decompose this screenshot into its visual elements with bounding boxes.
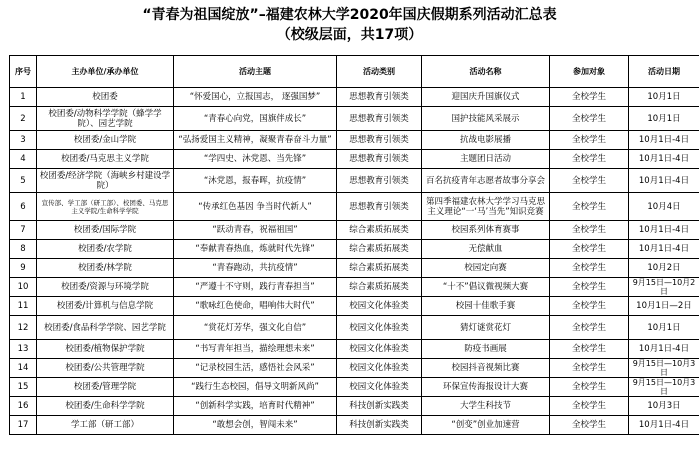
table-row <box>10 297 699 316</box>
cell-date: 9月15日—10月3日 <box>629 378 699 397</box>
cell-theme: “记录校园生活，感悟社会风采” <box>174 359 337 378</box>
cell-theme: “奉献青春热血，炼就时代先锋” <box>174 240 337 259</box>
cell-name: 校园抖音视频比赛 <box>422 359 550 378</box>
cell-no: 8 <box>10 240 37 259</box>
cell-category: 综合素质拓展类 <box>337 278 422 297</box>
cell-target: 全校学生 <box>550 416 629 435</box>
cell-category: 思想教育引领类 <box>337 88 422 107</box>
cell-theme: “青春跑动，共抗疫情” <box>174 259 337 278</box>
cell-theme: “传承红色基因 争当时代新人” <box>174 193 337 221</box>
cell-category: 科技创新实践类 <box>337 397 422 416</box>
cell-target: 全校学生 <box>550 240 629 259</box>
cell-no: 2 <box>10 107 37 131</box>
cell-target: 全校学生 <box>550 169 629 193</box>
cell-name: “创变”创业加速营 <box>422 416 550 435</box>
cell-category: 思想教育引领类 <box>337 193 422 221</box>
col-header-category: 活动类别 <box>337 56 422 88</box>
cell-target: 全校学生 <box>550 259 629 278</box>
cell-date: 10月1日—2日 <box>629 297 699 316</box>
cell-target: 全校学生 <box>550 297 629 316</box>
cell-category: 校园文化体验类 <box>337 340 422 359</box>
cell-target: 全校学生 <box>550 150 629 169</box>
cell-no: 3 <box>10 131 37 150</box>
cell-category: 综合素质拓展类 <box>337 240 422 259</box>
cell-target: 全校学生 <box>550 88 629 107</box>
cell-name: 校园定向赛 <box>422 259 550 278</box>
cell-unit: 校团委/国际学院 <box>37 221 174 240</box>
cell-category: 校园文化体验类 <box>337 378 422 397</box>
cell-target: 全校学生 <box>550 340 629 359</box>
cell-target: 全校学生 <box>550 193 629 221</box>
cell-unit: 校团委/动物科学学院（蜂学学院）、园艺学院 <box>37 107 174 131</box>
cell-target: 全校学生 <box>550 131 629 150</box>
cell-name: 第四季福建农林大学学习马克思主义理论“一‘马’当先”知识竞赛 <box>422 193 550 221</box>
col-header-no: 序号 <box>10 56 37 88</box>
cell-category: 校园文化体验类 <box>337 359 422 378</box>
cell-date: 10月1日-4日 <box>629 150 699 169</box>
cell-date: 10月1日 <box>629 107 699 131</box>
cell-date: 10月1日-4日 <box>629 416 699 435</box>
cell-theme: “践行生态校园，倡导文明新风尚” <box>174 378 337 397</box>
table-row <box>10 340 699 359</box>
cell-category: 校园文化体验类 <box>337 316 422 340</box>
cell-theme: “学四史、沐党恩、当先锋” <box>174 150 337 169</box>
cell-date: 9月15日—10月2日 <box>629 278 699 297</box>
cell-category: 思想教育引领类 <box>337 150 422 169</box>
cell-no: 9 <box>10 259 37 278</box>
cell-theme: “跃动青春，祝福祖国” <box>174 221 337 240</box>
table-row <box>10 416 699 435</box>
cell-theme: “严遵十不守则，践行青春担当” <box>174 278 337 297</box>
table-row <box>10 193 699 221</box>
cell-unit: 学工部（研工部） <box>37 416 174 435</box>
cell-unit: 校团委 <box>37 88 174 107</box>
cell-name: “十不”倡议微视频大赛 <box>422 278 550 297</box>
table-row <box>10 278 699 297</box>
cell-category: 思想教育引领类 <box>337 169 422 193</box>
cell-unit: 校团委/计算机与信息学院 <box>37 297 174 316</box>
cell-name: 防疫书画展 <box>422 340 550 359</box>
cell-category: 综合素质拓展类 <box>337 221 422 240</box>
table-row <box>10 150 699 169</box>
cell-name: 迎国庆升国旗仪式 <box>422 88 550 107</box>
table-row <box>10 259 699 278</box>
cell-name: 无偿献血 <box>422 240 550 259</box>
table-row <box>10 397 699 416</box>
table-row <box>10 378 699 397</box>
cell-target: 全校学生 <box>550 397 629 416</box>
cell-date: 10月1日-4日 <box>629 221 699 240</box>
table-row <box>10 169 699 193</box>
cell-theme: “沐党恩，报春晖，抗疫情” <box>174 169 337 193</box>
cell-theme: “书写青年担当，描绘理想未来” <box>174 340 337 359</box>
cell-date: 10月1日-4日 <box>629 340 699 359</box>
col-header-theme: 活动主题 <box>174 56 337 88</box>
cell-category: 思想教育引领类 <box>337 107 422 131</box>
page-subtitle: （校级层面，共17项） <box>276 27 423 43</box>
table-row <box>10 107 699 131</box>
cell-unit: 校团委/植物保护学院 <box>37 340 174 359</box>
cell-unit: 校团委/金山学院 <box>37 131 174 150</box>
table-row <box>10 88 699 107</box>
cell-name: 校园系列体育赛事 <box>422 221 550 240</box>
cell-no: 13 <box>10 340 37 359</box>
cell-theme: “敢想会创，智闯未来” <box>174 416 337 435</box>
cell-no: 17 <box>10 416 37 435</box>
cell-theme: “创新科学实践，培育时代精神” <box>174 397 337 416</box>
cell-theme: “歌咏红色使命，唱响伟大时代” <box>174 297 337 316</box>
cell-date: 10月1日-4日 <box>629 240 699 259</box>
cell-name: 校园十佳歌手赛 <box>422 297 550 316</box>
cell-no: 6 <box>10 193 37 221</box>
cell-target: 全校学生 <box>550 359 629 378</box>
cell-date: 10月1日-4日 <box>629 131 699 150</box>
cell-no: 5 <box>10 169 37 193</box>
cell-unit: 校团委/林学院 <box>37 259 174 278</box>
cell-name: 主题团日活动 <box>422 150 550 169</box>
cell-unit: 校团委/公共管理学院 <box>37 359 174 378</box>
cell-no: 12 <box>10 316 37 340</box>
table-row <box>10 240 699 259</box>
cell-date: 10月2日 <box>629 259 699 278</box>
table-row <box>10 221 699 240</box>
cell-unit: 校团委/管理学院 <box>37 378 174 397</box>
cell-date: 10月3日 <box>629 397 699 416</box>
cell-unit: 校团委/资源与环境学院 <box>37 278 174 297</box>
cell-target: 全校学生 <box>550 221 629 240</box>
col-header-date: 活动日期 <box>629 56 699 88</box>
cell-no: 10 <box>10 278 37 297</box>
cell-name: 环保宣传海报设计大赛 <box>422 378 550 397</box>
cell-no: 11 <box>10 297 37 316</box>
table-row <box>10 316 699 340</box>
cell-name: 百名抗疫青年志愿者故事分享会 <box>422 169 550 193</box>
cell-category: 思想教育引领类 <box>337 131 422 150</box>
cell-no: 16 <box>10 397 37 416</box>
cell-no: 4 <box>10 150 37 169</box>
table-header-row <box>10 56 699 88</box>
cell-theme: “怀爱国心，立报国志， 逐强国梦” <box>174 88 337 107</box>
cell-no: 7 <box>10 221 37 240</box>
cell-target: 全校学生 <box>550 378 629 397</box>
cell-date: 10月1日 <box>629 316 699 340</box>
cell-date: 10月1日 <box>629 88 699 107</box>
cell-target: 全校学生 <box>550 107 629 131</box>
cell-unit: 校团委/食品科学学院、园艺学院 <box>37 316 174 340</box>
cell-target: 全校学生 <box>550 316 629 340</box>
cell-unit: 校团委/农学院 <box>37 240 174 259</box>
cell-theme: “青春心向党，国旗伴成长” <box>174 107 337 131</box>
cell-unit: 校团委/马克思主义学院 <box>37 150 174 169</box>
cell-category: 校园文化体验类 <box>337 297 422 316</box>
cell-category: 综合素质拓展类 <box>337 259 422 278</box>
cell-no: 1 <box>10 88 37 107</box>
cell-name: 国护技能风采展示 <box>422 107 550 131</box>
cell-theme: “赏花灯芳华，强文化自信” <box>174 316 337 340</box>
table-row <box>10 359 699 378</box>
cell-theme: “弘扬爱国主义精神，凝聚青春奋斗力量” <box>174 131 337 150</box>
cell-name: 大学生科技节 <box>422 397 550 416</box>
cell-target: 全校学生 <box>550 278 629 297</box>
page-title: “青春为祖国绽放”–福建农林大学2020年国庆假期系列活动汇总表 <box>142 7 557 23</box>
col-header-unit: 主办单位/承办单位 <box>37 56 174 88</box>
cell-name: 抗战电影展播 <box>422 131 550 150</box>
col-header-name: 活动名称 <box>422 56 550 88</box>
cell-date: 10月4日 <box>629 193 699 221</box>
cell-no: 15 <box>10 378 37 397</box>
cell-date: 10月1日-4日 <box>629 169 699 193</box>
cell-date: 9月15日—10月3日 <box>629 359 699 378</box>
col-header-target: 参加对象 <box>550 56 629 88</box>
cell-no: 14 <box>10 359 37 378</box>
cell-unit: 校团委/经济学院（海峡乡村建设学院） <box>37 169 174 193</box>
cell-name: 猜灯谜赏花灯 <box>422 316 550 340</box>
activity-table <box>9 55 699 435</box>
cell-category: 科技创新实践类 <box>337 416 422 435</box>
cell-unit: 校团委/生命科学学院 <box>37 397 174 416</box>
cell-unit: 宣传部、学工部（研工部）、校团委、马克思主义学院/生命科学学院 <box>37 193 174 221</box>
table-row <box>10 131 699 150</box>
